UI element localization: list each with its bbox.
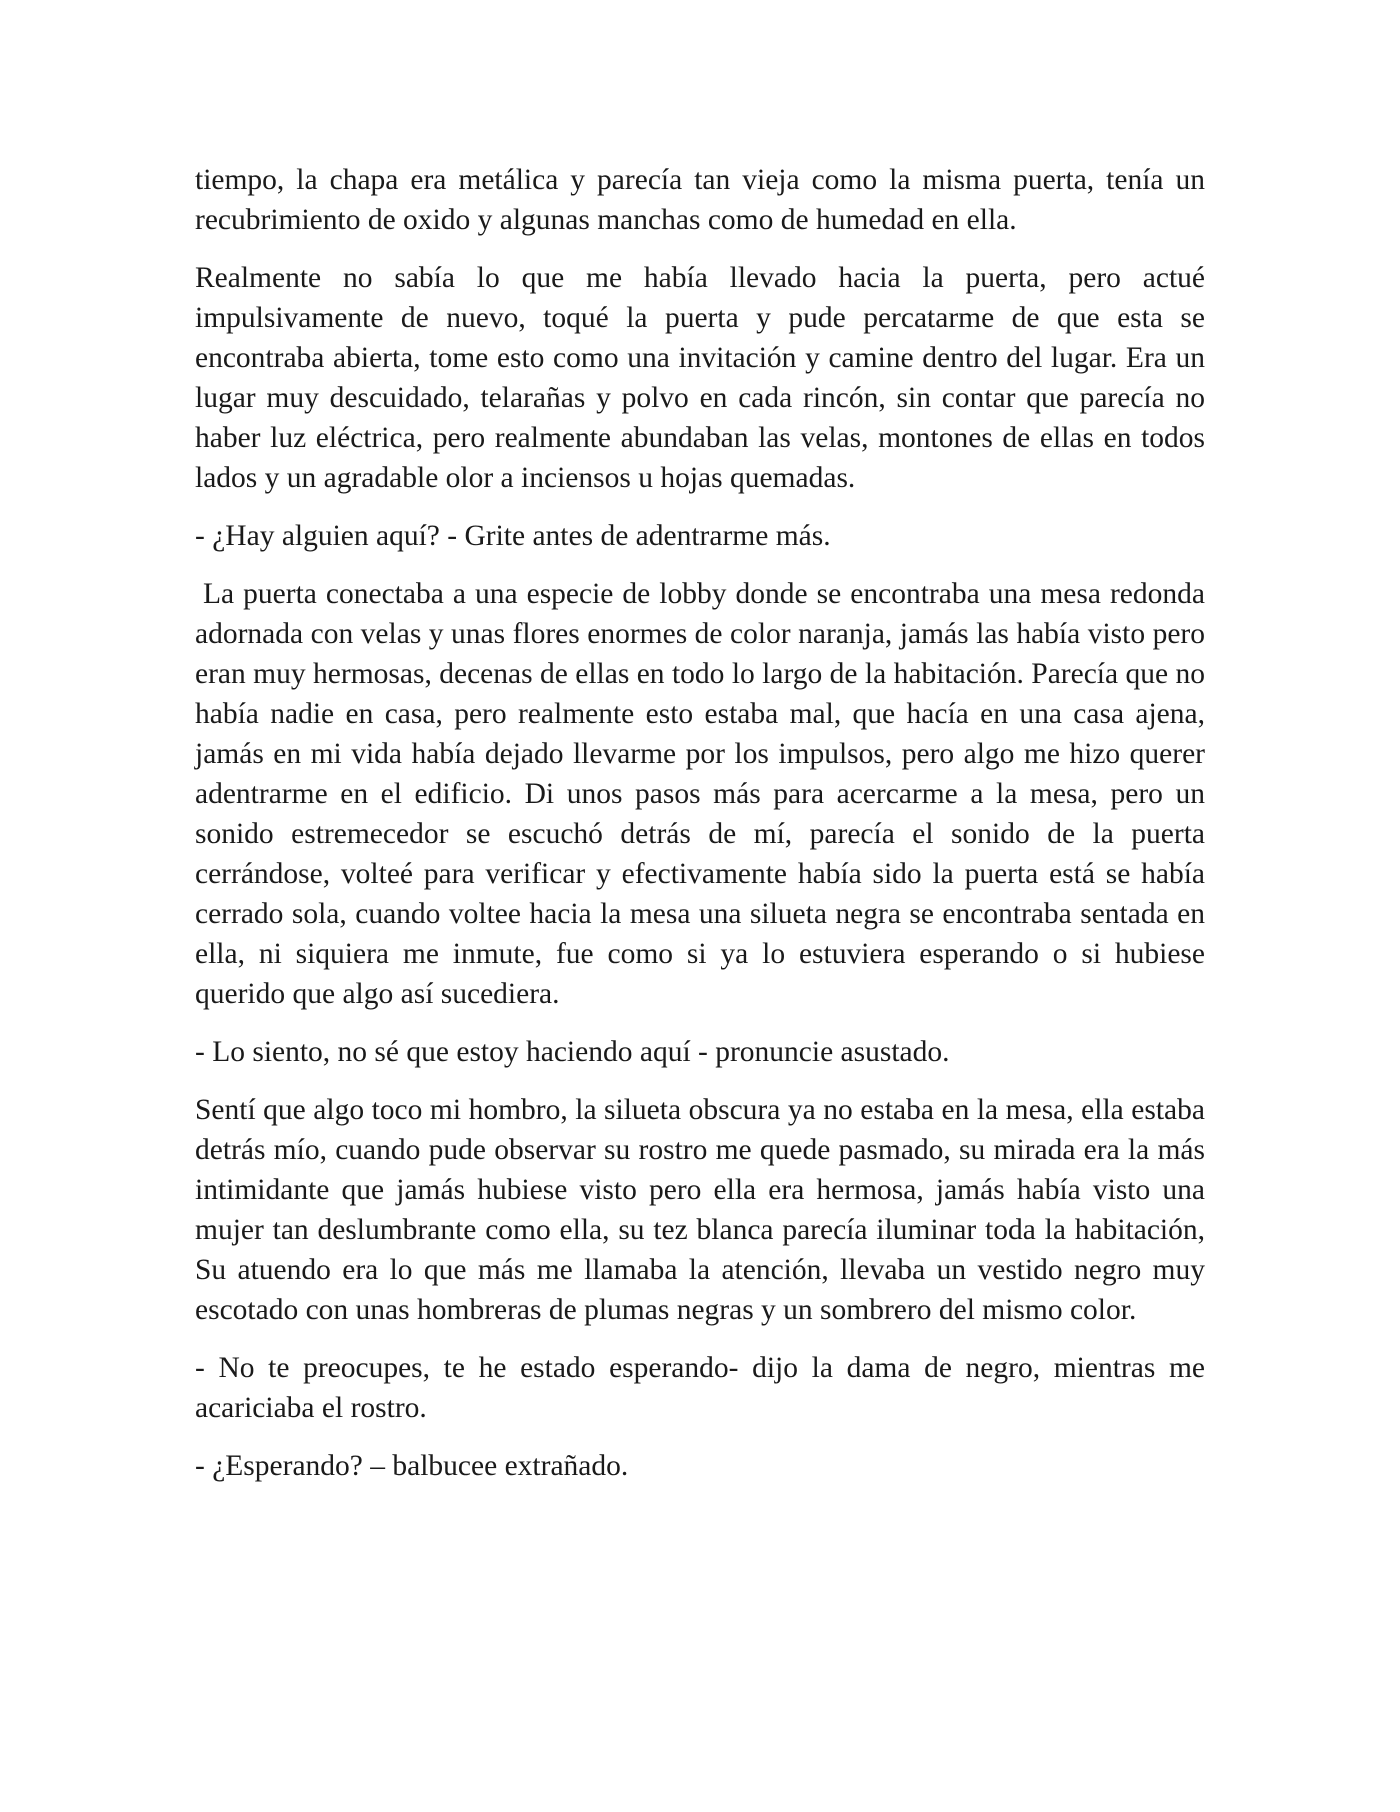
document-page [195, 160, 1205, 1504]
paragraph-1: tiempo, la chapa era metálica y parecía tan vieja como la misma puerta, tenía un recubrimiento de oxido y algunas manchas como de humedad en ella. [195, 164, 1205, 236]
paragraph-4: Sentí que algo toco mi hombro, la silueta obscura ya no estaba en la mesa, ella estaba detrás mío, cuando pude observar su rostro me quede pasmado, su mirada era la más intimidante que jamás hubiese visto pero ella era hermosa, jamás había visto una mujer tan deslumbrante como ella, su tez blanca parecía iluminar toda la habitación, Su atuendo era lo que más me llamaba la atención, llevaba un vestido negro muy escotado con unas hombreras de plumas negras y un sombrero del mismo color. [195, 1094, 1205, 1326]
dialogue-line-1: - ¿Hay alguien aquí? - Grite antes de adentrarme más. [195, 520, 831, 552]
dialogue-line-3: - No te preocupes, te he estado esperando- dijo la dama de negro, mientras me acariciaba el rostro. [195, 1352, 1205, 1424]
paragraph-3: La puerta conectaba a una especie de lobby donde se encontraba una mesa redonda adornada con velas y unas flores enormes de color naranja, jamás las había visto pero eran muy hermosas, decenas de ellas en todo lo largo de la habitación. Parecía que no había nadie en casa, pero realmente esto estaba mal, que hacía en una casa ajena, jamás en mi vida había dejado llevarme por los impulsos, pero algo me hizo querer adentrarme en el edificio. Di unos pasos más para acercarme a la mesa, pero un sonido estremecedor se escuchó detrás de mí, parecía el sonido de la puerta cerrándose, volteé para verificar y efectivamente había sido la puerta está se había cerrado sola, cuando voltee hacia la mesa una silueta negra se encontraba sentada en ella, ni siquiera me inmute, fue como si ya lo estuviera esperando o si hubiese querido que algo así sucediera. [195, 578, 1205, 1010]
paragraph-2: Realmente no sabía lo que me había llevado hacia la puerta, pero actué impulsivamente de nuevo, toqué la puerta y pude percatarme de que esta se encontraba abierta, tome esto como una invitación y camine dentro del lugar. Era un lugar muy descuidado, telarañas y polvo en cada rincón, sin contar que parecía no haber luz eléctrica, pero realmente abundaban las velas, montones de ellas en todos lados y un agradable olor a inciensos u hojas quemadas. [195, 262, 1205, 494]
dialogue-line-2: - Lo siento, no sé que estoy haciendo aquí - pronuncie asustado. [195, 1036, 950, 1068]
dialogue-line-4: - ¿Esperando? – balbucee extrañado. [195, 1450, 629, 1482]
